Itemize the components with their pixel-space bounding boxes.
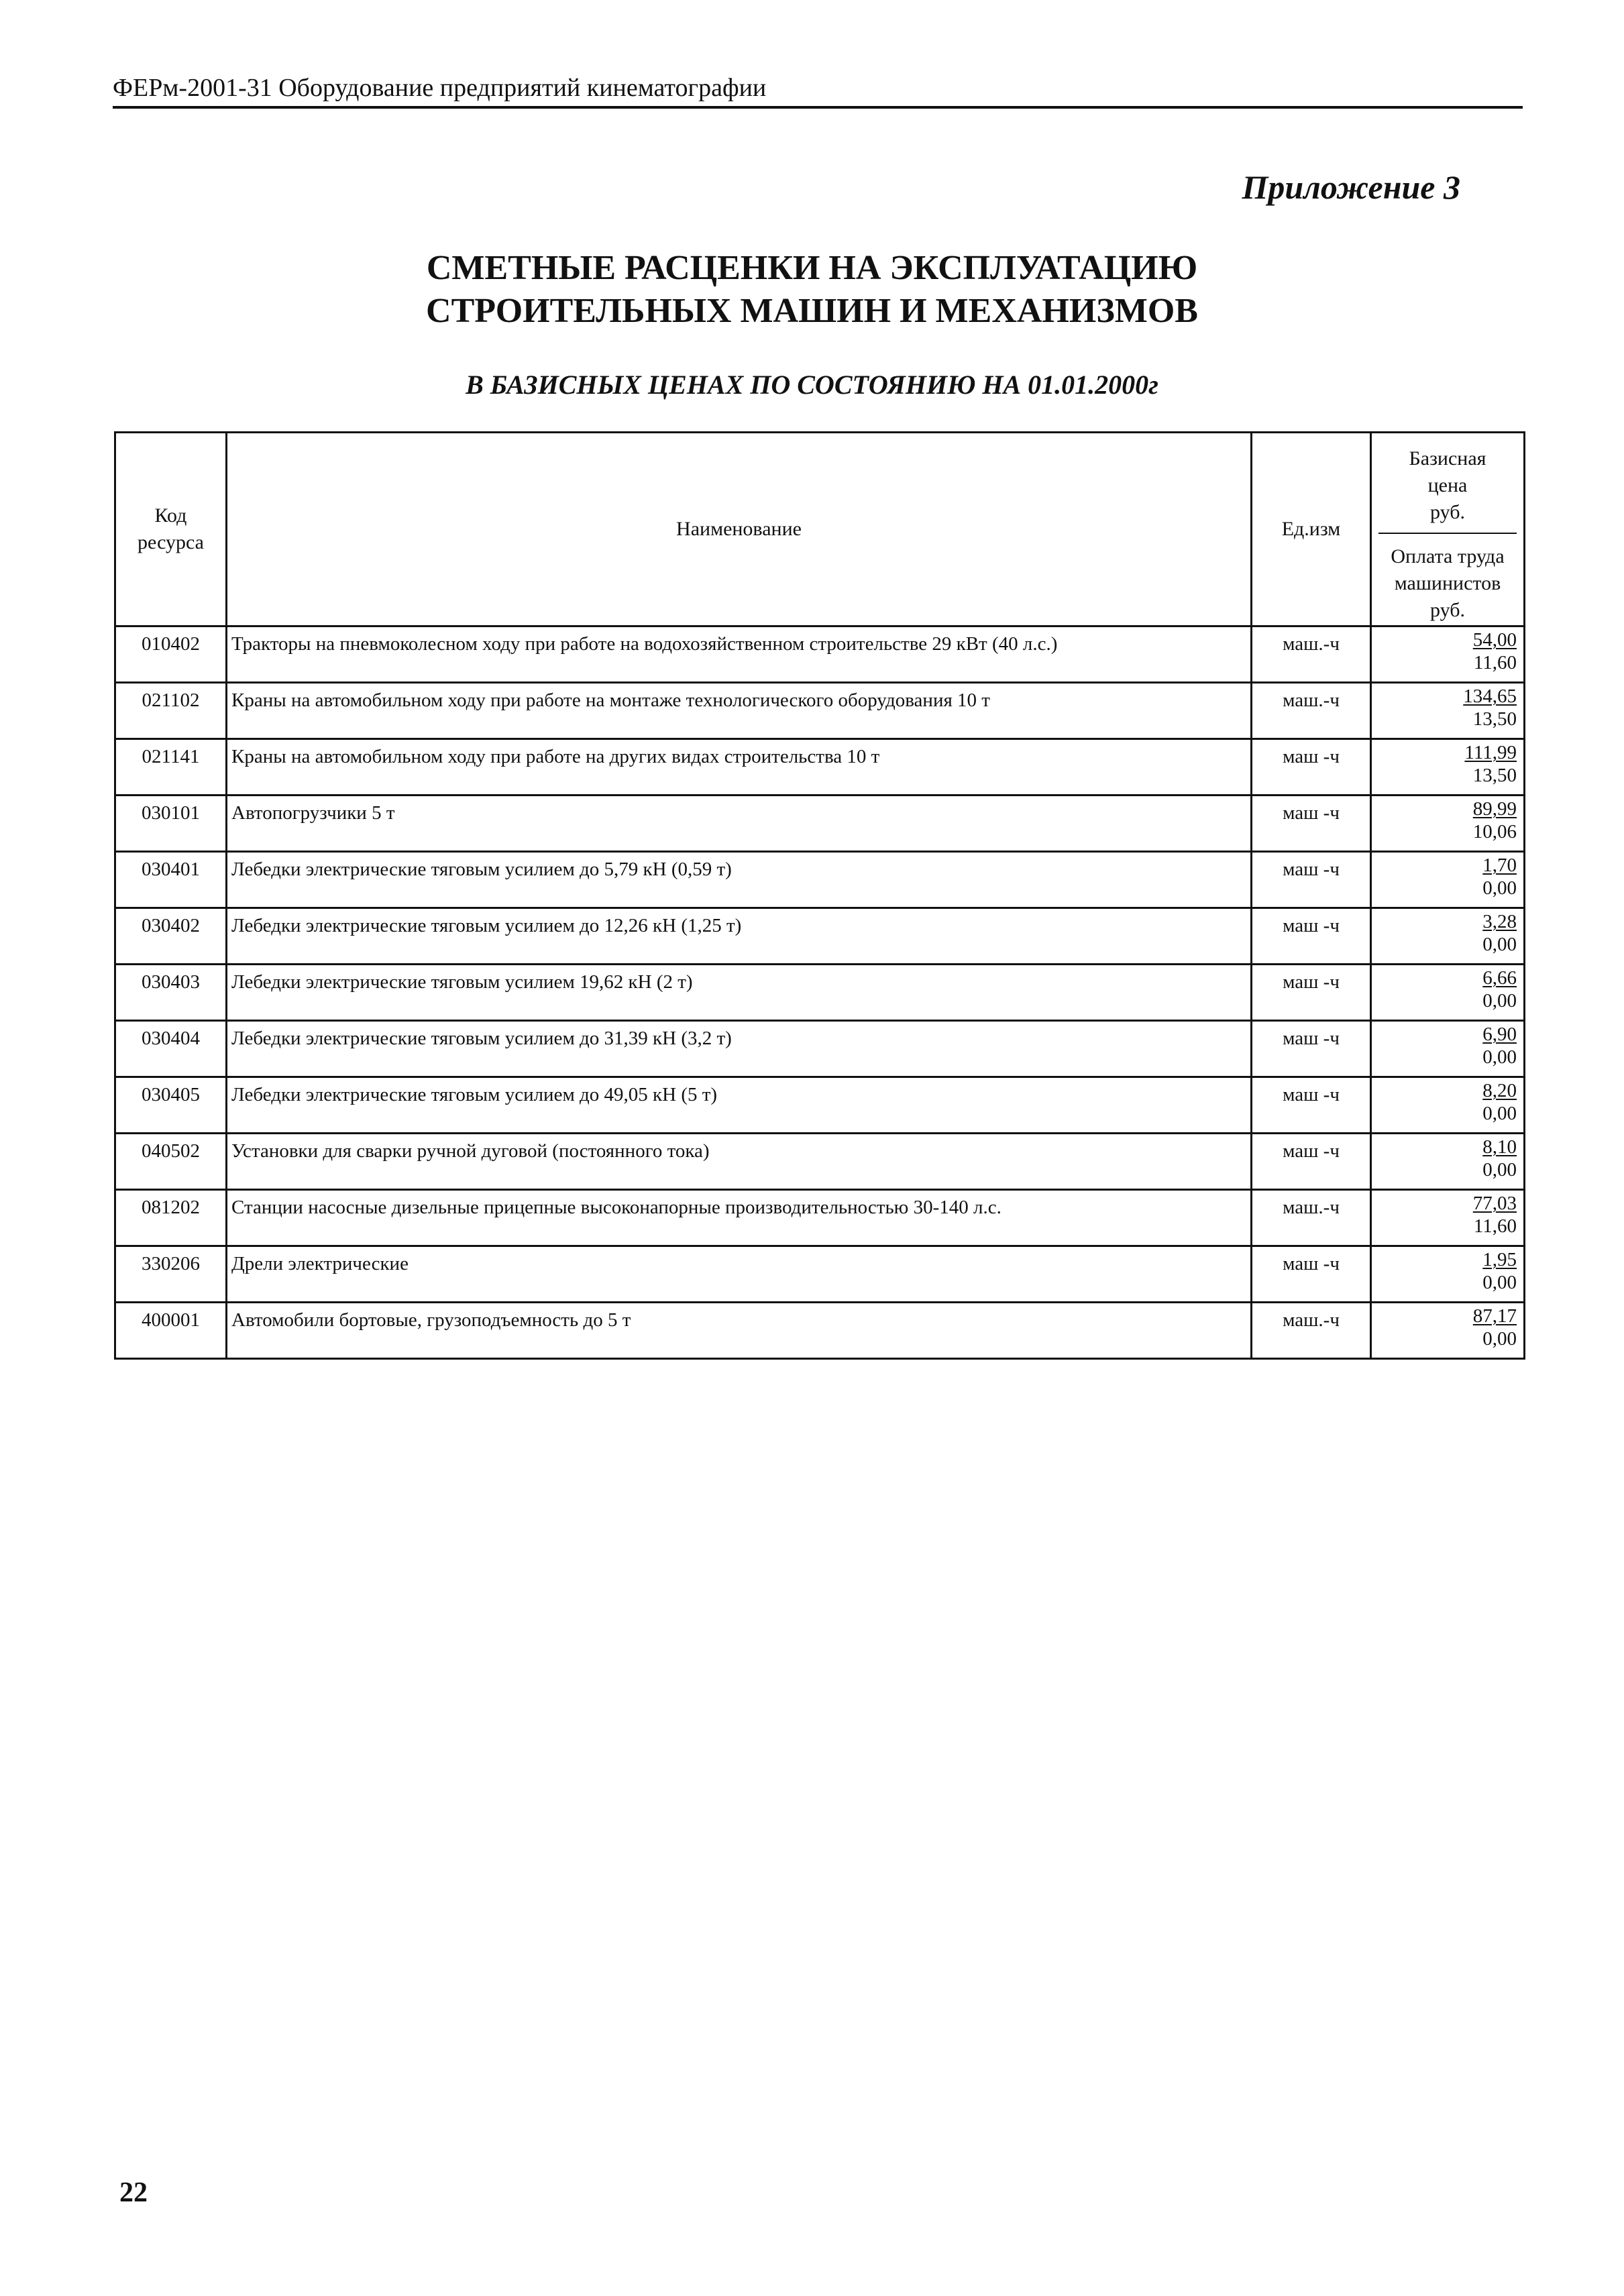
unit: маш.-ч [1252,1303,1371,1359]
page-title [0,247,1624,333]
base-price: 8,10 [1482,1136,1517,1158]
price-cell [1371,1021,1525,1077]
column-header-code-line-1: Код [154,504,187,527]
resource-code: 021102 [115,683,227,739]
resource-code: 040502 [115,1134,227,1190]
resource-code: 010402 [115,626,227,683]
operator-wage: 0,00 [1482,1046,1517,1068]
operator-wage: 0,00 [1482,877,1517,899]
resource-name: Тракторы на пневмоколесном ходу при работе на водохозяйственном строительстве 29 кВт (40 л.с.) [227,626,1252,683]
resource-name: Дрели электрические [227,1246,1252,1303]
unit: маш -ч [1252,908,1371,965]
resource-name: Лебедки электрические тяговым усилием до 12,26 кН (1,25 т) [227,908,1252,965]
operator-wage: 13,50 [1472,765,1517,786]
table-row [115,1077,1525,1134]
column-header-unit: Ед.изм [1252,433,1371,626]
column-header-price [1371,433,1525,626]
page-title-line-2: СТРОИТЕЛЬНЫХ МАШИН И МЕХАНИЗМОВ [426,292,1198,330]
resource-name: Автопогрузчики 5 т [227,796,1252,852]
operator-wage: 0,00 [1482,990,1517,1012]
column-header-price-line-2: цена [1427,474,1468,496]
unit: маш.-ч [1252,1190,1371,1246]
resource-name: Лебедки электрические тяговым усилием до 31,39 кН (3,2 т) [227,1021,1252,1077]
table-row [115,796,1525,852]
resource-name: Станции насосные дизельные прицепные высоконапорные производительностью 30-140 л.с. [227,1190,1252,1246]
operator-wage: 0,00 [1482,1272,1517,1293]
base-price: 77,03 [1472,1193,1517,1214]
resource-code: 030404 [115,1021,227,1077]
unit: маш -ч [1252,1077,1371,1134]
table-row [115,739,1525,796]
column-header-price-line-1: Базисная [1409,447,1486,470]
unit: маш -ч [1252,1246,1371,1303]
price-cell [1371,626,1525,683]
operator-wage: 0,00 [1482,1159,1517,1181]
table-row [115,683,1525,739]
price-cell [1371,739,1525,796]
resource-code: 400001 [115,1303,227,1359]
unit: маш -ч [1252,796,1371,852]
price-cell [1371,1077,1525,1134]
price-cell [1371,1303,1525,1359]
operator-wage: 0,00 [1482,1328,1517,1350]
table-row [115,626,1525,683]
resource-code: 021141 [115,739,227,796]
base-price: 111,99 [1464,742,1517,763]
page-title-line-1: СМЕТНЫЕ РАСЦЕНКИ НА ЭКСПЛУАТАЦИЮ [426,249,1198,287]
resource-code: 081202 [115,1190,227,1246]
rates-table [114,431,1525,1360]
price-cell [1371,683,1525,739]
unit: маш -ч [1252,965,1371,1021]
base-price: 54,00 [1472,629,1517,651]
operator-wage: 10,06 [1472,821,1517,842]
table-row [115,1190,1525,1246]
table-row [115,852,1525,908]
base-price: 6,66 [1482,967,1517,989]
operator-wage: 0,00 [1482,1103,1517,1124]
base-price: 134,65 [1463,686,1517,707]
price-cell [1371,1246,1525,1303]
base-price: 3,28 [1482,911,1517,932]
price-cell [1371,965,1525,1021]
header-rule [113,106,1523,109]
column-header-price-line-3: руб. [1430,501,1465,523]
table-row [115,1134,1525,1190]
resource-name: Лебедки электрические тяговым усилием 19,62 кН (2 т) [227,965,1252,1021]
column-header-code-line-2: ресурса [138,531,204,553]
table-row [115,965,1525,1021]
base-price: 1,70 [1482,855,1517,876]
column-header-labor-line-3: руб. [1430,599,1465,621]
unit: маш.-ч [1252,626,1371,683]
base-price: 87,17 [1472,1305,1517,1327]
price-cell [1371,852,1525,908]
unit: маш -ч [1252,1021,1371,1077]
resource-code: 030401 [115,852,227,908]
column-header-labor-line-1: Оплата труда [1391,545,1505,567]
unit: маш -ч [1252,739,1371,796]
operator-wage: 13,50 [1472,708,1517,730]
price-cell [1371,1134,1525,1190]
page-number: 22 [119,2177,148,2208]
running-header-title: ФЕРм-2001-31 Оборудование предприятий кинематографии [113,74,767,102]
page-subtitle: В БАЗИСНЫХ ЦЕНАХ ПО СОСТОЯНИЮ НА 01.01.2000г [466,370,1158,400]
table-header-row [115,433,1525,626]
operator-wage: 11,60 [1473,652,1517,673]
resource-name: Лебедки электрические тяговым усилием до 5,79 кН (0,59 т) [227,852,1252,908]
price-cell [1371,796,1525,852]
resource-code: 330206 [115,1246,227,1303]
unit: маш.-ч [1252,683,1371,739]
table-row [115,908,1525,965]
table-row [115,1303,1525,1359]
resource-code: 030405 [115,1077,227,1134]
unit: маш -ч [1252,1134,1371,1190]
resource-code: 030402 [115,908,227,965]
operator-wage: 0,00 [1482,934,1517,955]
resource-code: 030403 [115,965,227,1021]
base-price: 8,20 [1482,1080,1517,1101]
resource-name: Установки для сварки ручной дуговой (постоянного тока) [227,1134,1252,1190]
column-header-name: Наименование [227,433,1252,626]
unit: маш -ч [1252,852,1371,908]
base-price: 1,95 [1482,1249,1517,1270]
table-row [115,1246,1525,1303]
column-header-code [115,433,227,626]
resource-name: Краны на автомобильном ходу при работе на других видах строительства 10 т [227,739,1252,796]
column-header-labor-line-2: машинистов [1394,572,1501,594]
resource-name: Автомобили бортовые, грузоподъемность до 5 т [227,1303,1252,1359]
resource-name: Лебедки электрические тяговым усилием до 49,05 кН (5 т) [227,1077,1252,1134]
base-price: 89,99 [1472,798,1517,820]
operator-wage: 11,60 [1473,1215,1517,1237]
price-cell [1371,908,1525,965]
table-row [115,1021,1525,1077]
resource-name: Краны на автомобильном ходу при работе на монтаже технологического оборудования 10 т [227,683,1252,739]
price-cell [1371,1190,1525,1246]
resource-code: 030101 [115,796,227,852]
running-header [113,72,1523,107]
appendix-label: Приложение 3 [1242,168,1460,206]
base-price: 6,90 [1482,1024,1517,1045]
